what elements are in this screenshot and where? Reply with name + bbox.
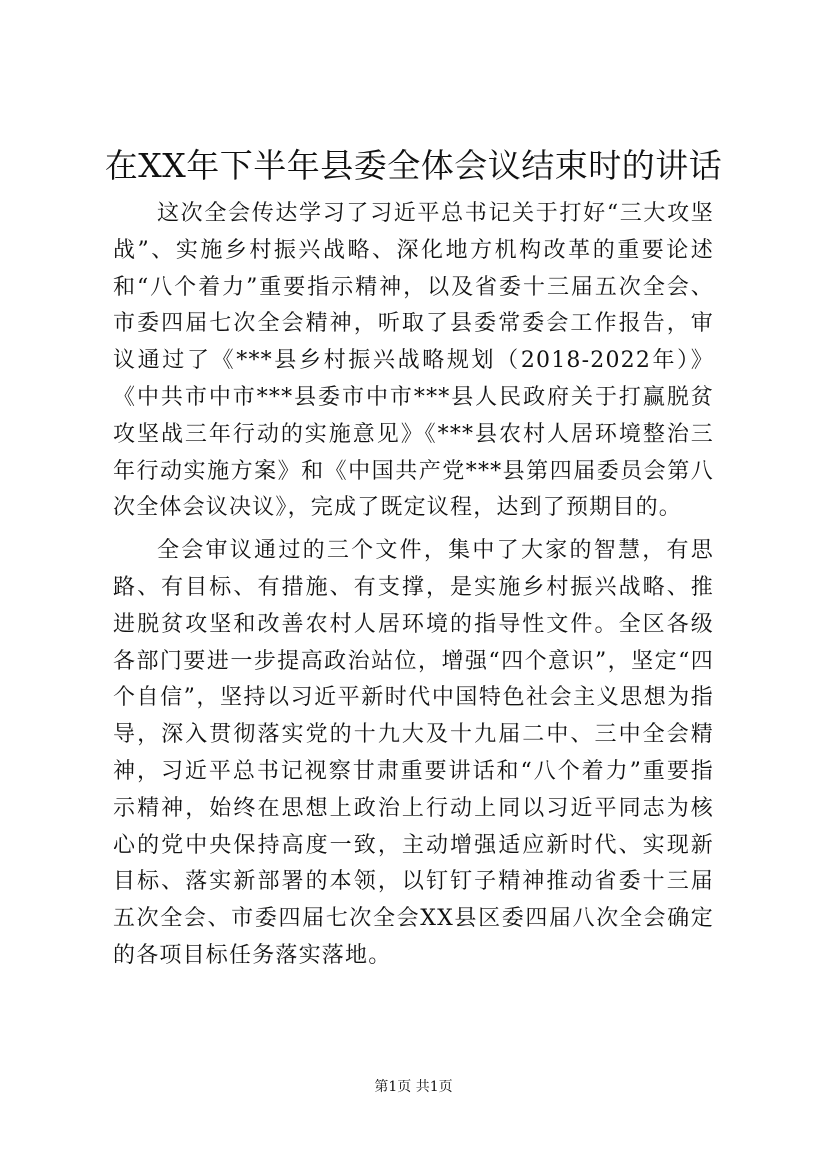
document-title: 在XX年下半年县委全体会议结束时的讲话 [104,146,723,185]
paragraph-2: 全会审议通过的三个文件，集中了大家的智慧，有思路、有目标、有措施、有支撑，是实施乡村振兴战略、推进脱贫攻坚和改善农村人居环境的指导性文件。全区各级各部门要进一步提高政治站位，增强“四个意识”，坚定“四个自信”，坚持以习近平新时代中国特色社会主义思想为指导，深入贯彻落实党的十九大及十九届二中、三中全会精神，习近平总书记视察甘肃重要讲话和“八个着力”重要指示精神，始终在思想上政治上行动上同以习近平同志为核心的党中央保持高度一致，主动增强适应新时代、实现新目标、落实新部署的本领，以钉钉子精神推动省委十三届五次全会、市委四届七次全会XX县区委四届八次全会确定的各项目标任务落实落地。 [113,538,714,968]
document-body [113,196,714,981]
paragraph-1: 这次全会传达学习了习近平总书记关于打好“三大攻坚战”、实施乡村振兴战略、深化地方机构改革的重要论述和“八个着力”重要指示精神，以及省委十三届五次全会、市委四届七次全会精神，听取了县委常委会工作报告，审议通过了《***县乡村振兴战略规划（2018-2022年）》《中共市中市***县委市中市***县人民政府关于打赢脱贫攻坚战三年行动的实施意见》《***县农村人居环境整治三年行动实施方案》和《中国共产党***县第四届委员会第八次全体会议决议》，完成了既定议程，达到了预期目的。 [113,201,714,521]
page-footer: 第1页 共1页 [374,1079,453,1095]
